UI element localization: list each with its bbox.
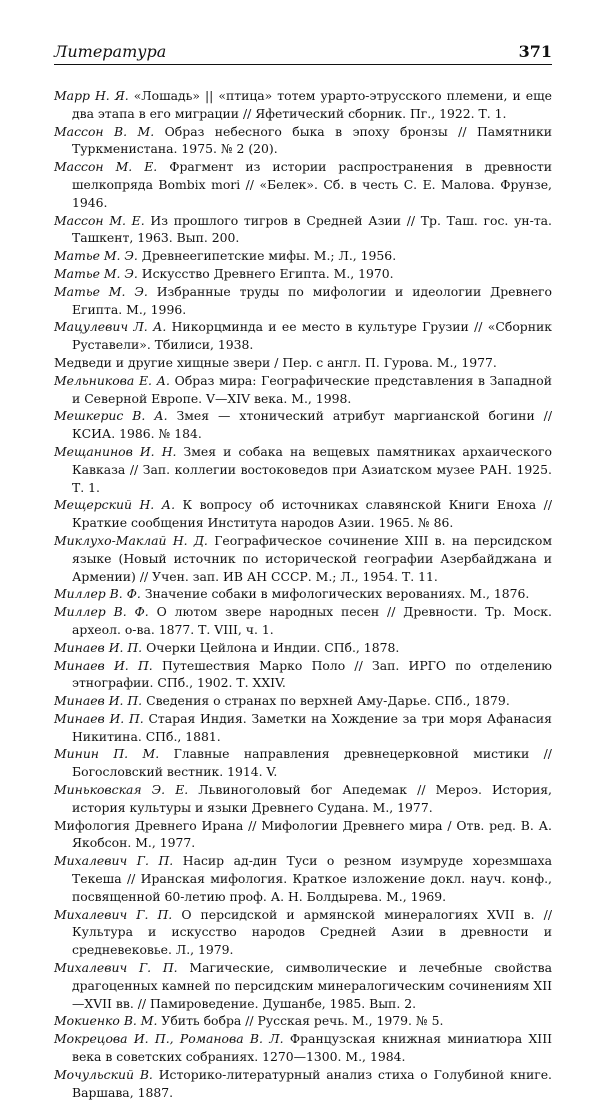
bibliography-entry	[54, 1066, 552, 1101]
bibliography-entry	[54, 532, 552, 585]
entry-text: Историко-литературный анализ стиха о Голубиной книге. Варшава, 1887.	[72, 1066, 552, 1100]
entry-text: Львиноголовый бог Апедемак // Мероэ. История, история культуры и языки Древнего Судана. М., 1977.	[72, 782, 552, 815]
entry-author: Михалевич Г. П.	[54, 960, 178, 976]
entry-text: Искусство Древнего Египта. М., 1970.	[141, 265, 394, 281]
entry-author: Марр Н. Я.	[54, 88, 129, 103]
bibliography-entry	[54, 496, 552, 532]
bibliography-entry	[54, 657, 552, 693]
entry-text: К вопросу об источниках славянской Книги Еноха // Краткие сообщения Института народов Азии. 1965. № 86.	[72, 497, 552, 531]
entry-author: Массон В. М.	[54, 123, 155, 139]
entry-author: Минаев И. П.	[54, 639, 143, 655]
bibliography-entry	[54, 1030, 552, 1066]
entry-author: Минин П. М.	[54, 746, 160, 762]
entry-author: Матье М. Э.	[54, 283, 148, 299]
bibliography-entry	[54, 906, 552, 959]
bibliography-entry	[54, 585, 552, 603]
bibliography-entry	[54, 1012, 552, 1030]
entry-author: Мещерский Н. А.	[54, 497, 176, 513]
entry-author: Мацулевич Л. А.	[54, 319, 167, 335]
entry-text: Змея и собака на вещевых памятниках архаического Кавказа // Зап. коллегии востоковедов при Азиатском музее РАН. 1925. Т. 1.	[72, 443, 552, 495]
entry-author: Мокиенко В. М.	[54, 1013, 158, 1029]
bibliography-entry	[54, 443, 552, 496]
entry-author: Миньковская Э. Е.	[54, 782, 189, 798]
entry-author: Миллер В. Ф.	[54, 586, 141, 602]
bibliography-entry	[54, 212, 552, 248]
entry-text: Никорцминда и ее место в культуре Грузии // «Сборник Руставели». Тбилиси, 1938.	[72, 319, 552, 353]
entry-text: Очерки Цейлона и Индии. СПб., 1878.	[146, 639, 400, 655]
entry-text: Медведи и другие хищные звери / Пер. с англ. П. Гурова. М., 1977.	[54, 354, 497, 370]
bibliography-entry	[54, 639, 552, 657]
entry-text: Избранные труды по мифологии и идеологии Древнего Египта. М., 1996.	[72, 283, 552, 317]
entry-author: Минаев И. П.	[54, 693, 143, 709]
entry-text: Магические, символические и лечебные свойства драгоценных камней по персидским минералогическим сочинениям XII—XVII вв. // Памироведение. Душанбе, 1985. Вып. 2.	[72, 960, 552, 1011]
entry-author: Миклухо-Маклай Н. Д.	[54, 532, 208, 548]
entry-text: О персидской и армянской минералогиях XVII в. // Культура и искусство народов Средней Азии в древности и средневековье. Л., 1979.	[72, 906, 552, 958]
entry-text: Образ мира: Географические представления в Западной и Северной Европе. V—XIV века. М., 1998.	[72, 372, 552, 406]
entry-author: Массон М. Е.	[54, 159, 158, 175]
entry-author: Мещанинов И. Н.	[54, 443, 177, 459]
entry-text: Французская книжная миниатюра XIII века в советских собраниях. 1270—1300. М., 1984.	[72, 1031, 552, 1065]
book-page	[54, 40, 552, 1101]
entry-text: Насир ад-дин Туси о резном изумруде хорезмшаха Текеша // Иранская мифология. Краткое изложение докл. науч. конф., посвященной 60-летию проф. А. Н. Болдырева. М., 1969.	[72, 853, 552, 904]
entry-text: Убить бобра // Русская речь. М., 1979. № 5.	[161, 1013, 444, 1029]
entry-text: Мифология Древнего Ирана // Мифологии Древнего мира / Отв. ред. В. А. Якобсон. М., 1977.	[54, 817, 552, 851]
entry-text: Змея — хтонический атрибут маргианской богини // КСИА. 1986. № 184.	[72, 408, 552, 442]
entry-text: Путешествия Марко Поло // Зап. ИРГО по отделению этнографии. СПб., 1902. Т. XXIV.	[72, 657, 552, 691]
bibliography-entry	[54, 123, 552, 159]
entry-author: Мокрецова И. П., Романова В. Л.	[54, 1031, 284, 1047]
entry-text: Сведения о странах по верхней Аму-Дарье. СПб., 1879.	[146, 693, 510, 709]
entry-text: Древнеегипетские мифы. М.; Л., 1956.	[141, 248, 397, 264]
bibliography-entry	[54, 745, 552, 781]
bibliography-entry	[54, 158, 552, 211]
page-number: 371	[518, 42, 552, 61]
entry-author: Мешкерис В. А.	[54, 408, 168, 424]
entry-author: Массон М. Е.	[54, 212, 145, 228]
entry-text: Из прошлого тигров в Средней Азии // Тр. Таш. гос. ун-та. Ташкент, 1963. Вып. 200.	[72, 212, 552, 246]
entry-author: Михалевич Г. П.	[54, 906, 173, 922]
entry-text: Старая Индия. Заметки на Хождение за три моря Афанасия Никитина. СПб., 1881.	[72, 710, 552, 744]
bibliography-entry	[54, 372, 552, 408]
bibliography-entry	[54, 603, 552, 639]
entry-author: Миллер В. Ф.	[54, 604, 149, 620]
entry-author: Минаев И. П.	[54, 657, 153, 673]
entry-text: Фрагмент из истории распространения в древности шелкопряда Bombix mori // «Белек». Сб. в честь С. Е. Малова. Фрунзе, 1946.	[72, 159, 552, 210]
bibliography-entry	[54, 817, 552, 853]
bibliography-entry	[54, 959, 552, 1012]
bibliography-list	[54, 87, 552, 1101]
bibliography-entry	[54, 265, 552, 283]
entry-author: Мельникова Е. А.	[54, 372, 170, 388]
running-header	[54, 40, 552, 65]
entry-author: Минаев И. П.	[54, 710, 144, 726]
entry-author: Михалевич Г. П.	[54, 853, 174, 869]
bibliography-entry	[54, 781, 552, 817]
bibliography-entry	[54, 710, 552, 746]
entry-author: Матье М. Э.	[54, 248, 138, 264]
bibliography-entry	[54, 852, 552, 905]
entry-text: «Лошадь» || «птица» тотем урарто-этрусского племени, и еще два этапа в его миграции // Яфетический сборник. Пг., 1922. Т. 1.	[72, 88, 552, 121]
bibliography-entry	[54, 87, 552, 123]
entry-text: Главные направления древнецерковной мистики // Богословский вестник. 1914. V.	[72, 746, 552, 780]
bibliography-entry	[54, 692, 552, 710]
bibliography-entry	[54, 407, 552, 443]
bibliography-entry	[54, 354, 552, 372]
section-title: Литература	[54, 42, 167, 61]
entry-text: О лютом звере народных песен // Древности. Тр. Моск. археол. о-ва. 1877. Т. VIII, ч. 1.	[72, 604, 552, 637]
bibliography-entry	[54, 283, 552, 319]
bibliography-entry	[54, 247, 552, 265]
bibliography-entry	[54, 318, 552, 354]
entry-text: Географическое сочинение XIII в. на персидском языке (Новый источник по исторической географии Азербайджана и Армении) // Учен. зап. ИВ АН СССР. М.; Л., 1954. Т. 11.	[72, 532, 552, 584]
entry-author: Мочульский В.	[54, 1066, 153, 1082]
entry-text: Значение собаки в мифологических верованиях. М., 1876.	[144, 586, 530, 602]
entry-author: Матье М. Э.	[54, 265, 138, 281]
entry-text: Образ небесного быка в эпоху бронзы // Памятники Туркменистана. 1975. № 2 (20).	[72, 123, 552, 157]
